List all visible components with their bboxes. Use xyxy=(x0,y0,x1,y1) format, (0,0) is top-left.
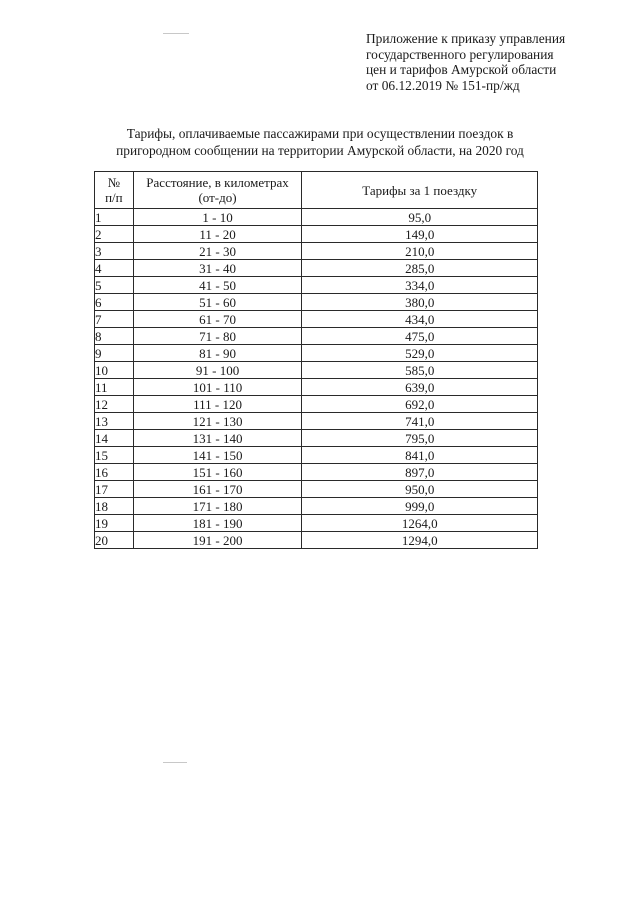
row-number: 1 xyxy=(95,209,134,226)
table-row xyxy=(95,328,538,345)
row-distance: 91 - 100 xyxy=(133,362,302,379)
header-tariff: Тарифы за 1 поездку xyxy=(302,172,538,209)
table-row xyxy=(95,243,538,260)
tariff-table xyxy=(94,171,538,549)
row-distance: 181 - 190 xyxy=(133,515,302,532)
table-row xyxy=(95,311,538,328)
row-distance: 171 - 180 xyxy=(133,498,302,515)
row-distance: 141 - 150 xyxy=(133,447,302,464)
row-tariff: 639,0 xyxy=(302,379,538,396)
row-distance: 81 - 90 xyxy=(133,345,302,362)
row-tariff: 475,0 xyxy=(302,328,538,345)
row-distance: 11 - 20 xyxy=(133,226,302,243)
row-tariff: 380,0 xyxy=(302,294,538,311)
row-tariff: 692,0 xyxy=(302,396,538,413)
row-tariff: 434,0 xyxy=(302,311,538,328)
row-number: 16 xyxy=(95,464,134,481)
table-row xyxy=(95,430,538,447)
document-title xyxy=(90,125,550,159)
table-row xyxy=(95,226,538,243)
row-tariff: 741,0 xyxy=(302,413,538,430)
row-number: 7 xyxy=(95,311,134,328)
row-distance: 21 - 30 xyxy=(133,243,302,260)
row-distance: 41 - 50 xyxy=(133,277,302,294)
row-distance: 71 - 80 xyxy=(133,328,302,345)
row-distance: 161 - 170 xyxy=(133,481,302,498)
row-tariff: 999,0 xyxy=(302,498,538,515)
row-tariff: 795,0 xyxy=(302,430,538,447)
table-row xyxy=(95,413,538,430)
row-tariff: 1264,0 xyxy=(302,515,538,532)
row-number: 13 xyxy=(95,413,134,430)
row-distance: 31 - 40 xyxy=(133,260,302,277)
scan-artifact xyxy=(163,33,189,34)
table-header-row xyxy=(95,172,538,209)
row-tariff: 285,0 xyxy=(302,260,538,277)
table-row xyxy=(95,498,538,515)
header-number-line1: № xyxy=(107,175,121,190)
row-number: 6 xyxy=(95,294,134,311)
title-line: Тарифы, оплачиваемые пассажирами при осуществлении поездок в xyxy=(126,126,514,141)
row-number: 20 xyxy=(95,532,134,549)
table-row xyxy=(95,464,538,481)
table-row xyxy=(95,277,538,294)
row-distance: 121 - 130 xyxy=(133,413,302,430)
table-row xyxy=(95,345,538,362)
table-row xyxy=(95,396,538,413)
row-number: 2 xyxy=(95,226,134,243)
header-number xyxy=(95,172,134,209)
table-row xyxy=(95,515,538,532)
row-distance: 61 - 70 xyxy=(133,311,302,328)
header-number-line2: п/п xyxy=(105,190,123,205)
row-tariff: 210,0 xyxy=(302,243,538,260)
table-row xyxy=(95,209,538,226)
table-row xyxy=(95,532,538,549)
row-number: 17 xyxy=(95,481,134,498)
row-number: 4 xyxy=(95,260,134,277)
appendix-reference xyxy=(366,31,606,93)
row-tariff: 95,0 xyxy=(302,209,538,226)
row-tariff: 897,0 xyxy=(302,464,538,481)
row-distance: 191 - 200 xyxy=(133,532,302,549)
appendix-line: цен и тарифов Амурской области xyxy=(366,62,557,78)
table-row xyxy=(95,362,538,379)
row-number: 11 xyxy=(95,379,134,396)
row-distance: 1 - 10 xyxy=(133,209,302,226)
row-number: 18 xyxy=(95,498,134,515)
row-distance: 151 - 160 xyxy=(133,464,302,481)
row-tariff: 841,0 xyxy=(302,447,538,464)
table-row xyxy=(95,294,538,311)
row-number: 15 xyxy=(95,447,134,464)
row-tariff: 529,0 xyxy=(302,345,538,362)
row-distance: 101 - 110 xyxy=(133,379,302,396)
row-number: 8 xyxy=(95,328,134,345)
row-distance: 111 - 120 xyxy=(133,396,302,413)
row-number: 3 xyxy=(95,243,134,260)
appendix-line: от 06.12.2019 № 151-пр/жд xyxy=(366,77,520,93)
row-number: 12 xyxy=(95,396,134,413)
appendix-line: государственного регулирования xyxy=(366,46,554,62)
row-distance: 131 - 140 xyxy=(133,430,302,447)
title-line: пригородном сообщении на территории Амурской области, на 2020 год xyxy=(116,143,524,158)
row-tariff: 149,0 xyxy=(302,226,538,243)
scan-artifact xyxy=(163,762,187,763)
row-number: 9 xyxy=(95,345,134,362)
table-row xyxy=(95,260,538,277)
table-row xyxy=(95,379,538,396)
row-number: 5 xyxy=(95,277,134,294)
row-distance: 51 - 60 xyxy=(133,294,302,311)
row-tariff: 334,0 xyxy=(302,277,538,294)
table-body xyxy=(95,209,538,549)
table-row xyxy=(95,481,538,498)
header-distance-line1: Расстояние, в километрах xyxy=(146,175,289,190)
row-number: 14 xyxy=(95,430,134,447)
header-distance-line2: (от-до) xyxy=(198,190,237,205)
row-tariff: 585,0 xyxy=(302,362,538,379)
header-distance xyxy=(133,172,302,209)
row-number: 19 xyxy=(95,515,134,532)
table-row xyxy=(95,447,538,464)
appendix-line: Приложение к приказу управления xyxy=(366,31,566,46)
row-tariff: 1294,0 xyxy=(302,532,538,549)
row-tariff: 950,0 xyxy=(302,481,538,498)
row-number: 10 xyxy=(95,362,134,379)
